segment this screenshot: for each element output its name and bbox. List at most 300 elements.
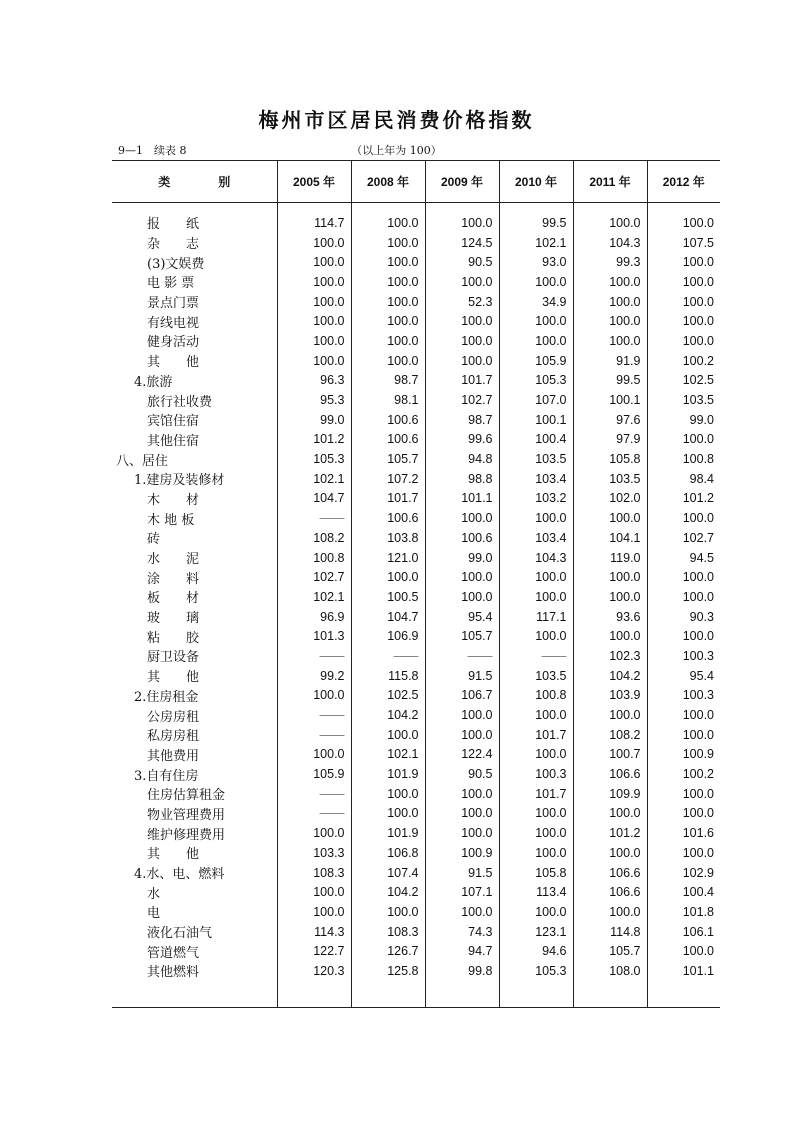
value-cell: 100.0 (351, 213, 425, 233)
value-cell: 103.3 (277, 843, 351, 863)
value-cell: 100.0 (647, 725, 720, 745)
value-cell: 100.0 (499, 902, 573, 922)
row-label: 管道燃气 (147, 945, 200, 961)
value-cell: 100.0 (499, 843, 573, 863)
value-cell: 100.0 (573, 587, 647, 607)
value-cell: —— (351, 646, 425, 666)
value-cell: 103.8 (351, 528, 425, 548)
table-row (112, 823, 720, 843)
row-label: 木 地 板 (147, 512, 195, 528)
value-cell: 100.0 (647, 567, 720, 587)
value-cell: 117.1 (499, 607, 573, 627)
spacer-cell (647, 203, 720, 214)
row-label: 玻 璃 (147, 611, 200, 627)
value-cell: 100.0 (277, 331, 351, 351)
value-cell: 100.0 (499, 587, 573, 607)
value-cell: 106.6 (573, 863, 647, 883)
table-row (112, 686, 720, 706)
table-bottom-spacer (112, 981, 720, 1008)
table-row (112, 233, 720, 253)
base-year-note: （以上年为 100） (351, 144, 442, 157)
value-cell: 100.0 (647, 213, 720, 233)
row-label: 公房房租 (147, 709, 200, 725)
value-cell: 122.4 (425, 745, 499, 765)
value-cell: 100.0 (647, 252, 720, 272)
value-cell: 106.7 (425, 686, 499, 706)
value-cell: 52.3 (425, 292, 499, 312)
table-row (112, 331, 720, 351)
value-cell: 100.8 (499, 686, 573, 706)
value-cell: 100.8 (277, 548, 351, 568)
value-cell: 101.9 (351, 764, 425, 784)
value-cell: 100.0 (277, 272, 351, 292)
value-cell: 74.3 (425, 922, 499, 942)
value-cell: 99.8 (425, 961, 499, 981)
value-cell: 100.0 (499, 567, 573, 587)
value-cell: 95.4 (647, 666, 720, 686)
value-cell: 100.3 (499, 764, 573, 784)
row-label: 私房房租 (147, 729, 200, 745)
table-row (112, 272, 720, 292)
value-cell: 98.7 (351, 371, 425, 391)
value-cell: 98.1 (351, 390, 425, 410)
row-label: 景点门票 (147, 296, 200, 312)
value-cell: 90.3 (647, 607, 720, 627)
value-cell: 105.8 (573, 449, 647, 469)
row-label: 有线电视 (147, 315, 200, 331)
table-row (112, 784, 720, 804)
table-row (112, 292, 720, 312)
row-label: 水 (147, 886, 161, 902)
value-cell: 121.0 (351, 548, 425, 568)
value-cell: 100.4 (647, 882, 720, 902)
value-cell: 100.0 (647, 508, 720, 528)
value-cell: 100.0 (425, 804, 499, 824)
value-cell: 100.0 (351, 784, 425, 804)
value-cell: 115.8 (351, 666, 425, 686)
value-cell: 101.7 (351, 489, 425, 509)
value-cell: 126.7 (351, 941, 425, 961)
table-row (112, 843, 720, 863)
value-cell: 107.0 (499, 390, 573, 410)
value-cell: 100.1 (573, 390, 647, 410)
value-cell: 91.9 (573, 351, 647, 371)
header-year: 2009 年 (425, 161, 499, 203)
value-cell: 108.3 (277, 863, 351, 883)
table-top-spacer (112, 203, 720, 214)
header-year: 2012 年 (647, 161, 720, 203)
value-cell: 106.1 (647, 922, 720, 942)
value-cell: 100.6 (351, 430, 425, 450)
row-label: 维护修理费用 (147, 827, 226, 843)
value-cell: 100.0 (277, 882, 351, 902)
value-cell: 100.0 (351, 272, 425, 292)
value-cell: 104.7 (351, 607, 425, 627)
value-cell: 100.0 (573, 843, 647, 863)
table-row (112, 567, 720, 587)
value-cell: 100.2 (647, 351, 720, 371)
table-row (112, 469, 720, 489)
value-cell: 104.3 (499, 548, 573, 568)
value-cell: 100.0 (277, 311, 351, 331)
value-cell: 100.5 (351, 587, 425, 607)
value-cell: 100.0 (351, 331, 425, 351)
value-cell: 100.0 (647, 430, 720, 450)
table-row (112, 587, 720, 607)
value-cell: 97.9 (573, 430, 647, 450)
spacer-cell (351, 981, 425, 1008)
row-label: 3.自有住房 (134, 768, 199, 784)
value-cell: 102.7 (277, 567, 351, 587)
table-row (112, 863, 720, 883)
value-cell: 100.9 (647, 745, 720, 765)
value-cell: 105.7 (351, 449, 425, 469)
value-cell: 100.0 (573, 567, 647, 587)
value-cell: 98.4 (647, 469, 720, 489)
row-label: 住房估算租金 (147, 788, 226, 804)
value-cell: 108.0 (573, 961, 647, 981)
price-index-table (112, 160, 720, 1008)
value-cell: 101.8 (647, 902, 720, 922)
row-label: 4.水、电、燃料 (134, 867, 225, 883)
row-label: 1.建房及装修材 (134, 473, 225, 489)
value-cell: —— (277, 646, 351, 666)
value-cell: 100.6 (351, 410, 425, 430)
value-cell: 104.1 (573, 528, 647, 548)
value-cell: 94.6 (499, 941, 573, 961)
value-cell: 100.0 (277, 351, 351, 371)
spacer-cell (499, 203, 573, 214)
value-cell: 99.5 (573, 371, 647, 391)
spacer-cell (277, 203, 351, 214)
row-label: 2.住房租金 (134, 689, 199, 705)
table-row (112, 666, 720, 686)
value-cell: 100.0 (425, 784, 499, 804)
value-cell: 100.0 (351, 804, 425, 824)
value-cell: 102.1 (277, 587, 351, 607)
value-cell: 100.2 (647, 764, 720, 784)
value-cell: 101.6 (647, 823, 720, 843)
spacer-cell (112, 203, 277, 214)
value-cell: 106.8 (351, 843, 425, 863)
table-number: 9—1 续表 8 (118, 144, 187, 157)
table-row (112, 508, 720, 528)
value-cell: 105.7 (425, 626, 499, 646)
value-cell: 100.0 (351, 725, 425, 745)
value-cell: 100.0 (425, 272, 499, 292)
value-cell: 100.0 (647, 941, 720, 961)
value-cell: 90.5 (425, 252, 499, 272)
value-cell: 101.1 (425, 489, 499, 509)
value-cell: 104.7 (277, 489, 351, 509)
value-cell: —— (277, 725, 351, 745)
value-cell: 125.8 (351, 961, 425, 981)
value-cell: 108.2 (277, 528, 351, 548)
table-row (112, 804, 720, 824)
value-cell: 100.0 (425, 705, 499, 725)
value-cell: 101.7 (499, 784, 573, 804)
value-cell: 120.3 (277, 961, 351, 981)
table-row (112, 922, 720, 942)
value-cell: 100.0 (647, 784, 720, 804)
value-cell: 105.9 (277, 764, 351, 784)
value-cell: 108.2 (573, 725, 647, 745)
value-cell: 100.0 (647, 705, 720, 725)
row-label: 其他费用 (147, 748, 200, 764)
row-label: 电 (147, 906, 161, 922)
row-label: 物业管理费用 (147, 807, 226, 823)
table-body (112, 203, 720, 1008)
value-cell: —— (277, 804, 351, 824)
row-label: 其他燃料 (147, 965, 200, 981)
value-cell: 100.0 (647, 626, 720, 646)
value-cell: 100.0 (277, 686, 351, 706)
value-cell: 100.0 (647, 272, 720, 292)
value-cell: 103.9 (573, 686, 647, 706)
value-cell: 114.8 (573, 922, 647, 942)
value-cell: 100.0 (425, 567, 499, 587)
value-cell: 103.2 (499, 489, 573, 509)
row-label: 其他住宿 (147, 433, 200, 449)
value-cell: 100.6 (425, 528, 499, 548)
value-cell: 102.7 (425, 390, 499, 410)
value-cell: 102.3 (573, 646, 647, 666)
value-cell: 105.8 (499, 863, 573, 883)
value-cell: 96.3 (277, 371, 351, 391)
table-row (112, 745, 720, 765)
value-cell: 100.0 (425, 587, 499, 607)
value-cell: 114.3 (277, 922, 351, 942)
value-cell: —— (277, 784, 351, 804)
value-cell: 98.7 (425, 410, 499, 430)
value-cell: 100.0 (499, 311, 573, 331)
value-cell: 100.0 (277, 292, 351, 312)
value-cell: 100.1 (499, 410, 573, 430)
value-cell: —— (425, 646, 499, 666)
spacer-cell (112, 981, 277, 1008)
value-cell: 100.0 (573, 626, 647, 646)
value-cell: 91.5 (425, 863, 499, 883)
value-cell: 100.0 (425, 213, 499, 233)
value-cell: 99.3 (573, 252, 647, 272)
value-cell: 107.5 (647, 233, 720, 253)
value-cell: 99.5 (499, 213, 573, 233)
value-cell: 100.0 (351, 351, 425, 371)
row-label: 粘 胶 (147, 630, 200, 646)
row-label: 4.旅游 (134, 374, 173, 390)
table-row (112, 390, 720, 410)
value-cell: 94.7 (425, 941, 499, 961)
spacer-cell (647, 981, 720, 1008)
value-cell: 101.7 (499, 725, 573, 745)
value-cell: 104.2 (351, 882, 425, 902)
row-label: 健身活动 (147, 335, 200, 351)
value-cell: 105.3 (499, 371, 573, 391)
row-label: 砖 (147, 532, 161, 548)
row-label: 旅行社收费 (147, 394, 213, 410)
value-cell: 100.0 (425, 725, 499, 745)
table-row (112, 646, 720, 666)
value-cell: 100.0 (573, 292, 647, 312)
value-cell: 113.4 (499, 882, 573, 902)
value-cell: 102.5 (647, 371, 720, 391)
value-cell: 102.1 (499, 233, 573, 253)
value-cell: 100.0 (425, 508, 499, 528)
value-cell: 100.0 (499, 823, 573, 843)
header-row (112, 161, 720, 203)
value-cell: —— (277, 508, 351, 528)
row-label: 其 他 (147, 847, 200, 863)
table-row (112, 449, 720, 469)
header-year: 2010 年 (499, 161, 573, 203)
table-row (112, 311, 720, 331)
value-cell: 100.0 (425, 311, 499, 331)
value-cell: 100.0 (499, 626, 573, 646)
value-cell: 103.4 (499, 469, 573, 489)
value-cell: 100.0 (277, 823, 351, 843)
value-cell: 100.0 (573, 508, 647, 528)
value-cell: 123.1 (499, 922, 573, 942)
value-cell: 107.1 (425, 882, 499, 902)
value-cell: 100.0 (647, 331, 720, 351)
value-cell: 119.0 (573, 548, 647, 568)
value-cell: 100.0 (573, 311, 647, 331)
value-cell: 101.2 (573, 823, 647, 843)
value-cell: 95.4 (425, 607, 499, 627)
table-row (112, 961, 720, 981)
value-cell: 100.0 (351, 902, 425, 922)
row-label: 涂 料 (147, 571, 200, 587)
value-cell: 107.4 (351, 863, 425, 883)
value-cell: 100.0 (647, 843, 720, 863)
value-cell: 100.0 (277, 745, 351, 765)
spacer-cell (277, 981, 351, 1008)
value-cell: 100.0 (647, 587, 720, 607)
value-cell: 108.3 (351, 922, 425, 942)
value-cell: 100.8 (647, 449, 720, 469)
value-cell: 90.5 (425, 764, 499, 784)
value-cell: —— (499, 646, 573, 666)
value-cell: —— (277, 705, 351, 725)
value-cell: 34.9 (499, 292, 573, 312)
value-cell: 100.0 (499, 745, 573, 765)
value-cell: 99.0 (277, 410, 351, 430)
table-row (112, 213, 720, 233)
row-label: 杂 志 (147, 237, 200, 253)
value-cell: 100.0 (647, 292, 720, 312)
table-row (112, 430, 720, 450)
value-cell: 100.0 (351, 292, 425, 312)
value-cell: 103.5 (647, 390, 720, 410)
value-cell: 102.9 (647, 863, 720, 883)
value-cell: 100.0 (647, 311, 720, 331)
value-cell: 101.1 (647, 961, 720, 981)
row-label: 液化石油气 (147, 926, 213, 942)
value-cell: 101.3 (277, 626, 351, 646)
row-label: 报 纸 (147, 217, 200, 233)
table-row (112, 607, 720, 627)
table-row (112, 252, 720, 272)
value-cell: 104.3 (573, 233, 647, 253)
value-cell: 100.0 (647, 804, 720, 824)
header-category: 类 别 (112, 161, 277, 203)
value-cell: 100.0 (277, 902, 351, 922)
table-row (112, 941, 720, 961)
value-cell: 100.6 (351, 508, 425, 528)
value-cell: 106.6 (573, 764, 647, 784)
row-label: 宾馆住宿 (147, 414, 200, 430)
value-cell: 100.3 (647, 646, 720, 666)
header-year: 2008 年 (351, 161, 425, 203)
value-cell: 100.0 (499, 272, 573, 292)
value-cell: 95.3 (277, 390, 351, 410)
value-cell: 105.3 (277, 449, 351, 469)
value-cell: 101.9 (351, 823, 425, 843)
spacer-cell (351, 203, 425, 214)
value-cell: 100.0 (573, 902, 647, 922)
value-cell: 122.7 (277, 941, 351, 961)
value-cell: 105.3 (499, 961, 573, 981)
value-cell: 100.0 (573, 272, 647, 292)
value-cell: 100.0 (351, 311, 425, 331)
value-cell: 100.3 (647, 686, 720, 706)
table-row (112, 705, 720, 725)
table-row (112, 351, 720, 371)
value-cell: 102.0 (573, 489, 647, 509)
value-cell: 100.0 (277, 252, 351, 272)
spacer-cell (425, 981, 499, 1008)
table-row (112, 764, 720, 784)
value-cell: 96.9 (277, 607, 351, 627)
value-cell: 94.5 (647, 548, 720, 568)
value-cell: 100.0 (499, 331, 573, 351)
header-year: 2011 年 (573, 161, 647, 203)
row-label: 木 材 (147, 492, 200, 508)
value-cell: 94.8 (425, 449, 499, 469)
value-cell: 99.0 (425, 548, 499, 568)
value-cell: 107.2 (351, 469, 425, 489)
table-row (112, 489, 720, 509)
value-cell: 100.0 (573, 331, 647, 351)
value-cell: 98.8 (425, 469, 499, 489)
value-cell: 100.0 (425, 902, 499, 922)
table-row (112, 548, 720, 568)
value-cell: 91.5 (425, 666, 499, 686)
value-cell: 103.4 (499, 528, 573, 548)
value-cell: 93.0 (499, 252, 573, 272)
value-cell: 102.7 (647, 528, 720, 548)
row-label: 厨卫设备 (147, 650, 200, 666)
value-cell: 100.0 (425, 331, 499, 351)
value-cell: 97.6 (573, 410, 647, 430)
row-label: 其 他 (147, 355, 200, 371)
value-cell: 100.4 (499, 430, 573, 450)
value-cell: 105.7 (573, 941, 647, 961)
page-title: 梅州市区居民消费价格指数 (258, 108, 535, 132)
value-cell: 109.9 (573, 784, 647, 804)
value-cell: 100.0 (351, 252, 425, 272)
row-label: 八、居住 (116, 453, 169, 469)
row-label: 电 影 票 (147, 276, 195, 292)
value-cell: 100.0 (499, 804, 573, 824)
value-cell: 99.0 (647, 410, 720, 430)
value-cell: 100.0 (425, 823, 499, 843)
value-cell: 100.7 (573, 745, 647, 765)
table-row (112, 902, 720, 922)
value-cell: 102.1 (277, 469, 351, 489)
value-cell: 100.0 (573, 804, 647, 824)
row-label: (3)文娱费 (147, 256, 205, 272)
